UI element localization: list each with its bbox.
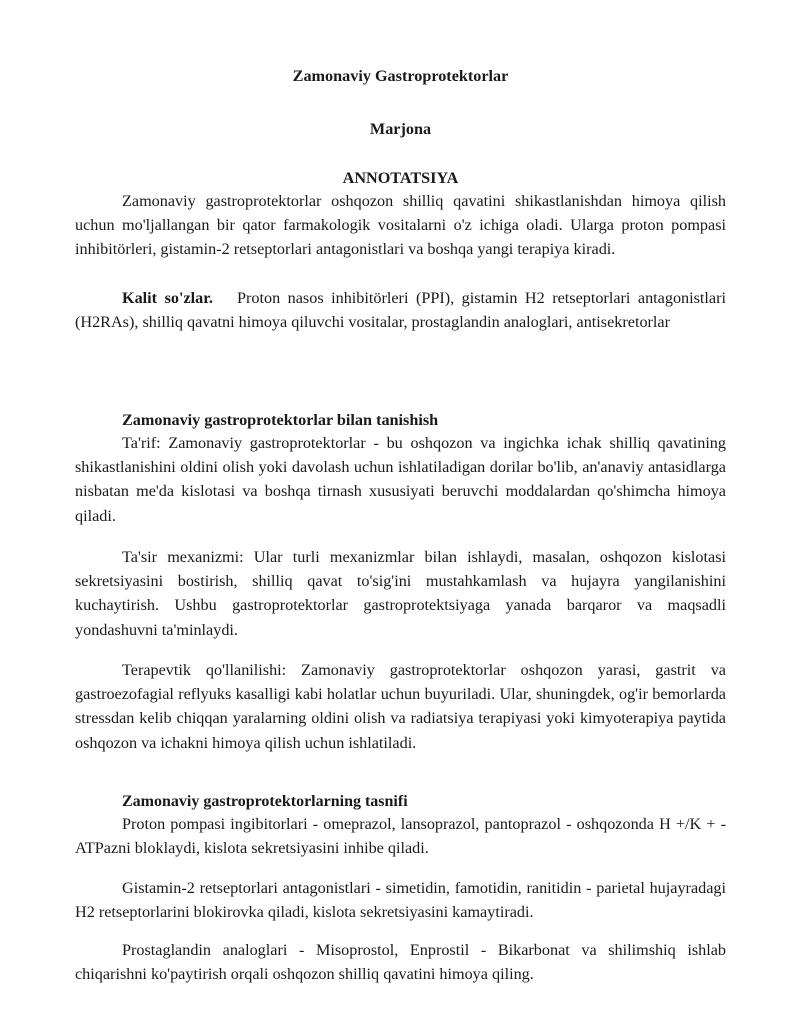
definition-paragraph: Ta'rif: Zamonaviy gastroprotektorlar - bu oshqozon va ingichka ichak shilliq qavatining shikastlanishini oldini olish yoki davolash uchun ishlatiladigan dorilar bo'lib, an'anaviy antasidlarga nisbatan me'da kislotasi va boshqa tirnash xususiyati beruvchi moddalardan qo'shimcha himoya qiladi.	[75, 434, 726, 525]
ppi-paragraph: Proton pompasi ingibitorlari - omeprazol, lansoprazol, pantoprazol - oshqozonda H +/K + - ATPazni bloklaydi, kislota sekretsiyasini inhibe qiladi.	[75, 815, 726, 858]
prostaglandin-paragraph: Prostaglandin analoglari - Misoprostol, Enprostil - Bikarbonat va shilimshiq ishlab chiqarishni ko'paytirish orqali oshqozon shilliq qavatini himoya qiling.	[75, 941, 726, 984]
document-author: Marjona	[369, 120, 432, 138]
mechanism-paragraph: Ta'sir mexanizmi: Ular turli mexanizmlar bilan ishlaydi, masalan, oshqozon kislotasi sekretsiyasini bostirish, shilliq qavat to'sig'ini mustahkamlash va hujayra yangilanishini kuchaytirish. Ushbu gastroprotektorlar gastroprotektsiyaga yanada barqaror va maqsadli yondashuvni ta'minlaydi.	[75, 548, 726, 639]
document-title: Zamonaviy Gastroprotektorlar	[292, 67, 509, 85]
keywords-paragraph	[75, 286, 726, 334]
document-page	[75, 0, 726, 1035]
section-intro-heading: Zamonaviy gastroprotektorlar bilan tanishish	[122, 411, 439, 429]
keywords-text: Proton nasos inhibitörleri (PPI), gistamin H2 retseptorlari antagonistlari (H2RAs), shilliq qavatni himoya qiluvchi vositalar, prostaglandin analoglari, antisekretorlar	[75, 289, 726, 332]
h2-antagonists-paragraph: Gistamin-2 retseptorlari antagonistlari - simetidin, famotidin, ranitidin - parietal hujayradagi H2 retseptorlarini blokirovka qiladi, kislota sekretsiyasini kamaytiradi.	[75, 879, 726, 922]
therapy-paragraph: Terapevtik qo'llanilishi: Zamonaviy gastroprotektorlar oshqozon yarasi, gastrit va gastroezofagial reflyuks kasalligi kabi holatlar uchun buyuriladi. Ular, shuningdek, og'ir bemorlarda stressdan kelib chiqqan yaralarning oldini olish va radiatsiya terapiyasi yoki kimyoterapiya paytida oshqozon va ichakni himoya qilish uchun ishlatiladi.	[75, 661, 726, 752]
keywords-label: Kalit so'zlar.	[122, 289, 213, 307]
annotation-paragraph: Zamonaviy gastroprotektorlar oshqozon shilliq qavatini shikastlanishdan himoya qilish uchun mo'ljallangan bir qator farmakologik vositalarni o'z ichiga oladi. Ularga proton pompasi inhibitörleri, gistamin-2 retseptorlari antagonistlari va boshqa yangi terapiya kiradi.	[75, 192, 726, 259]
annotation-heading: ANNOTATSIYA	[342, 169, 459, 187]
section-class-heading: Zamonaviy gastroprotektorlarning tasnifi	[122, 793, 408, 810]
